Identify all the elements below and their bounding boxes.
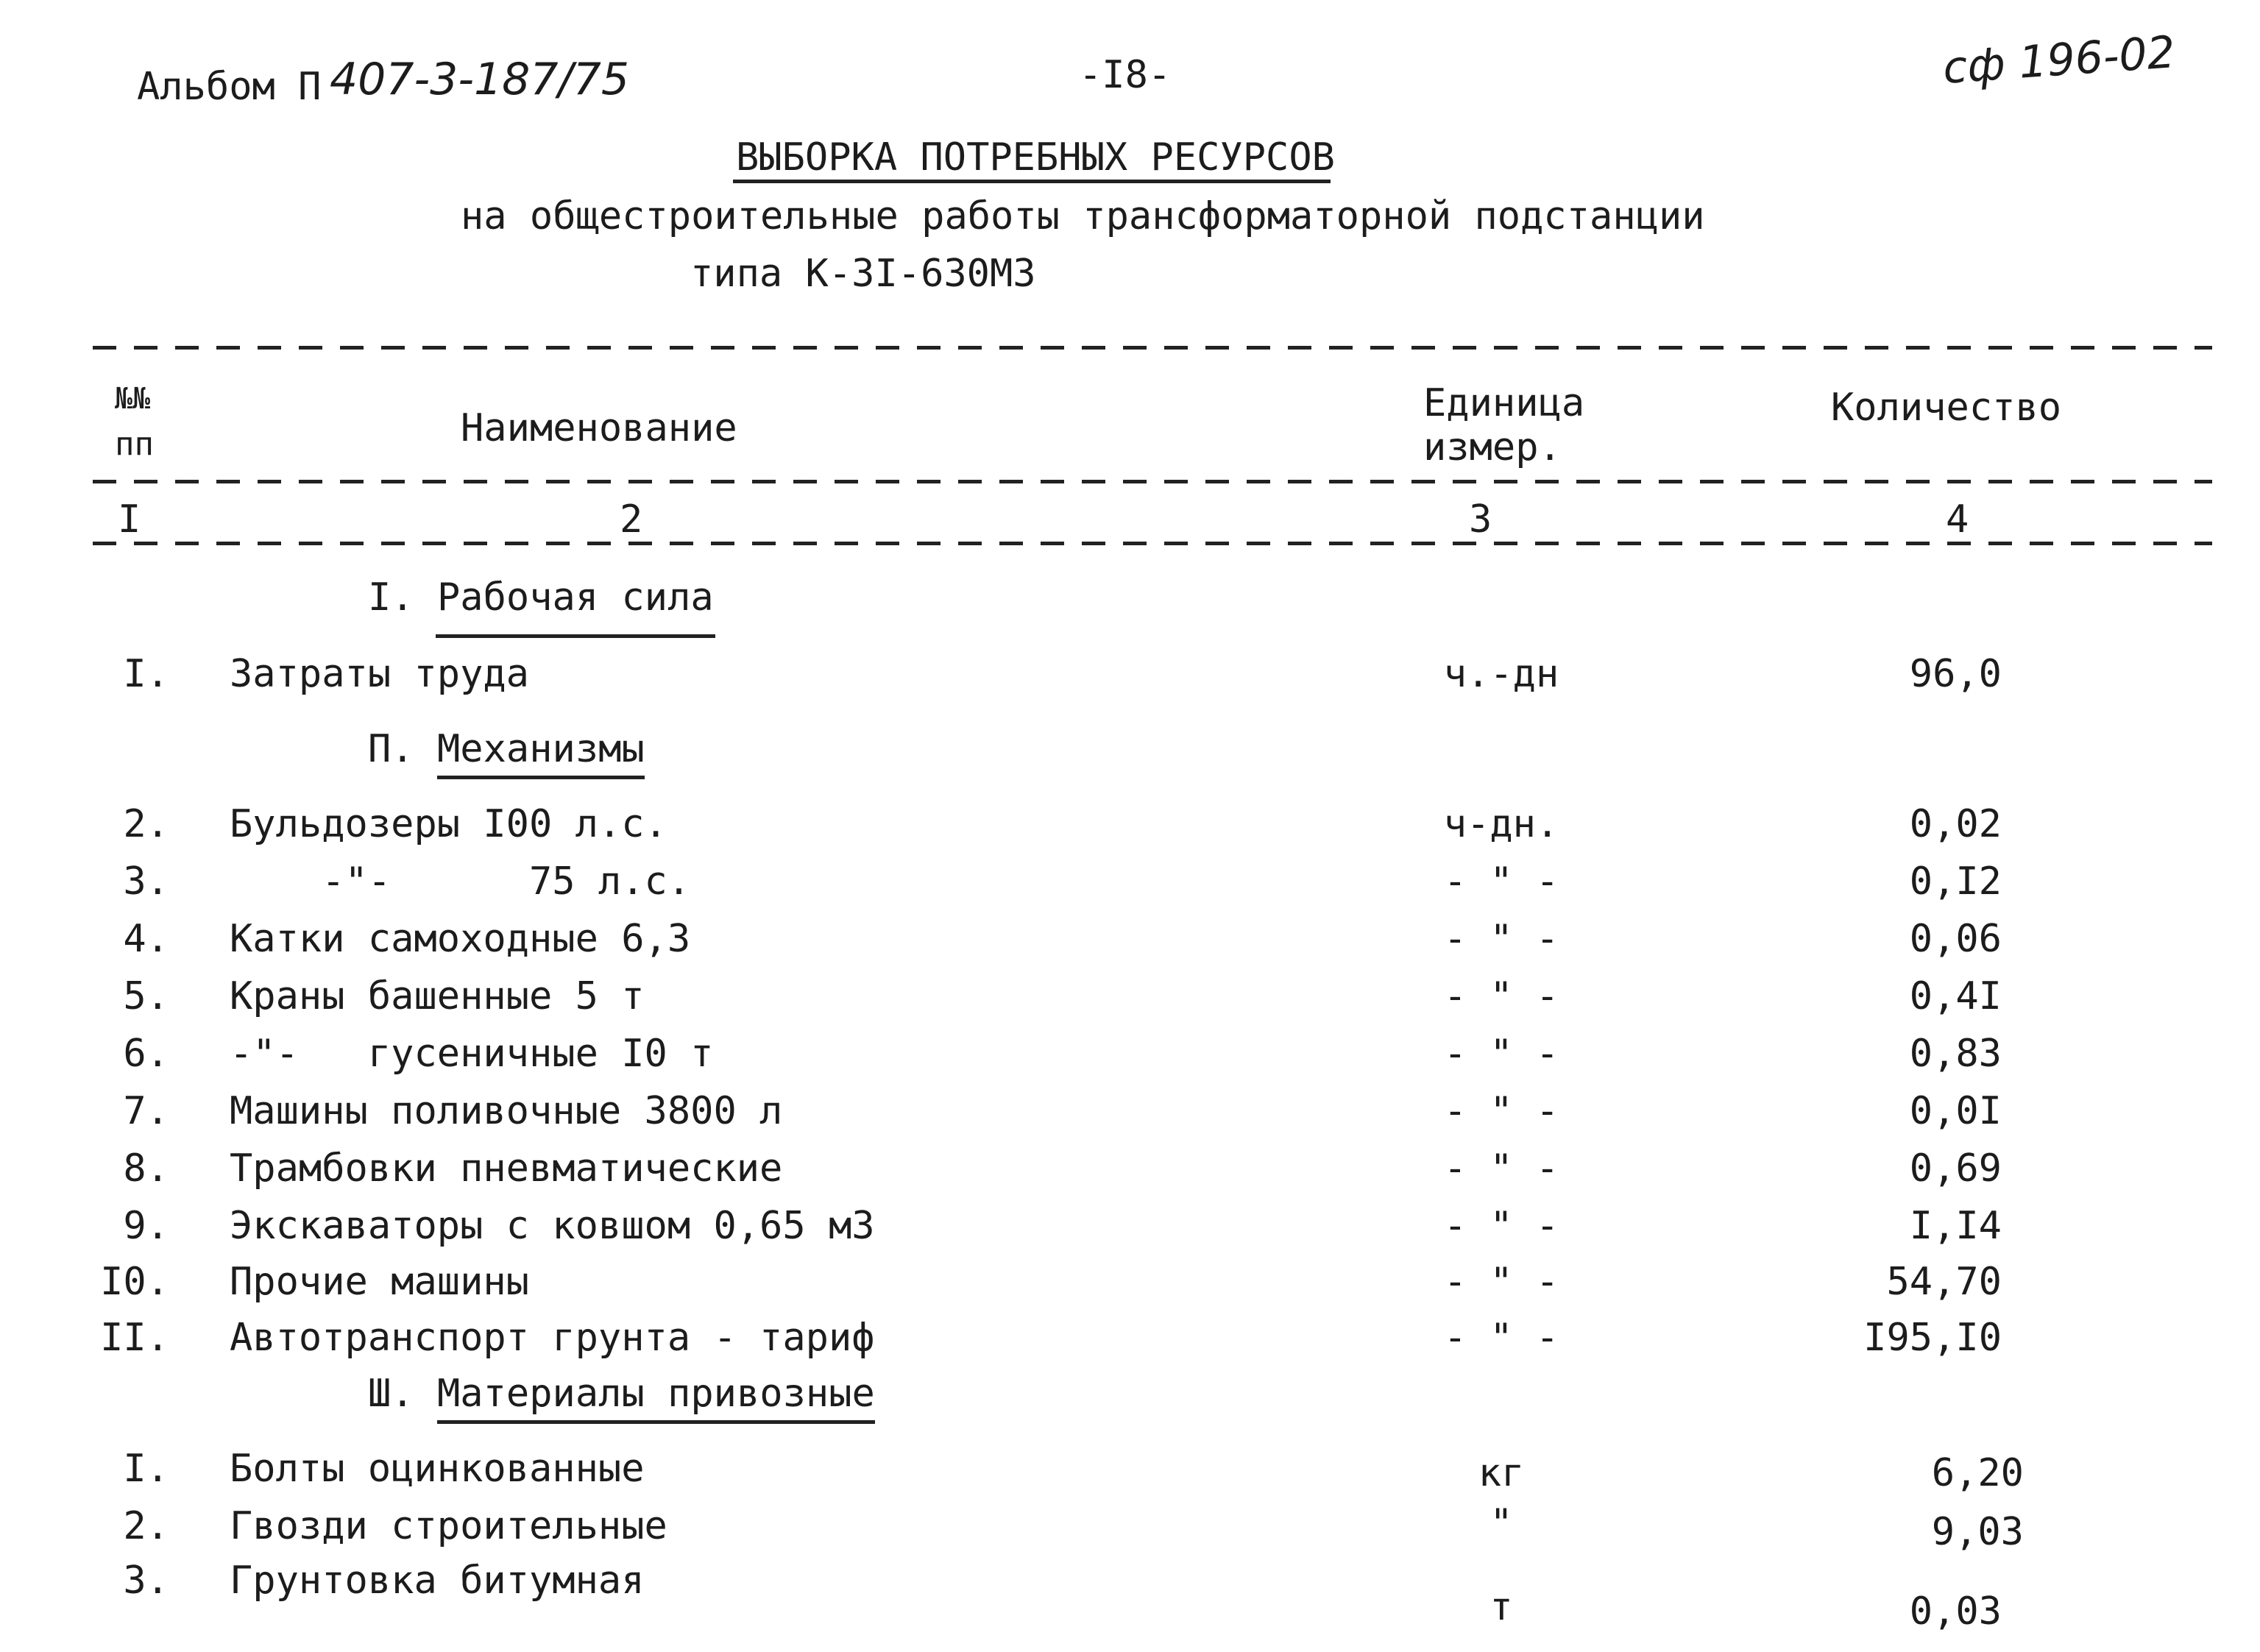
table-top-rule xyxy=(93,346,2212,350)
row-unit: ч.-дн xyxy=(1443,652,1559,696)
row-quantity: 0,06 xyxy=(1909,917,2002,961)
row-unit: " xyxy=(1489,1501,1513,1545)
row-unit: - " - xyxy=(1443,859,1559,904)
row-name: Грунтовка битумная xyxy=(230,1559,645,1603)
row-unit: кг xyxy=(1478,1451,1525,1495)
row-number: 6. xyxy=(123,1032,169,1076)
row-unit: - " - xyxy=(1443,974,1559,1018)
col-header-unit: Единица xyxy=(1423,381,1585,425)
row-number: 3. xyxy=(123,859,169,904)
row-number: I. xyxy=(123,652,169,696)
section-roman: П. xyxy=(368,727,414,771)
col-number-2: 2 xyxy=(620,497,643,542)
section-title-underline xyxy=(436,634,715,638)
title-underline xyxy=(733,180,1331,183)
corner-code: сф 196-02 xyxy=(1941,26,2177,94)
row-number: 5. xyxy=(123,974,169,1018)
row-unit: - " - xyxy=(1443,1089,1559,1133)
section-title-underline xyxy=(437,1420,875,1424)
col-number-1: I xyxy=(118,497,141,542)
row-quantity: 6,20 xyxy=(1931,1451,2024,1495)
col-header-name: Наименование xyxy=(461,406,737,450)
row-number: II. xyxy=(100,1316,169,1360)
col-number-4: 4 xyxy=(1946,497,1969,542)
row-name: Машины поливочные 3800 л xyxy=(230,1089,783,1133)
row-quantity: I95,I0 xyxy=(1863,1316,2002,1360)
section-roman: I. xyxy=(368,575,414,620)
row-number: 7. xyxy=(123,1089,169,1133)
album-label: Альбом П xyxy=(137,65,322,109)
row-name: Краны башенные 5 т xyxy=(230,974,645,1018)
row-name: Болты оцинкованные xyxy=(230,1447,645,1491)
row-number: 2. xyxy=(123,802,169,846)
row-unit: ч-дн. xyxy=(1443,802,1559,846)
row-name: Прочие машины xyxy=(230,1260,529,1304)
row-name: -"- гусеничные I0 т xyxy=(230,1032,714,1076)
row-unit: - " - xyxy=(1443,1316,1559,1360)
row-name: Автотранспорт грунта - тариф xyxy=(230,1316,875,1360)
row-number: 9. xyxy=(123,1204,169,1248)
row-unit: - " - xyxy=(1443,917,1559,961)
row-name: -"- 75 л.с. xyxy=(230,859,691,904)
row-name: Бульдозеры I00 л.с. xyxy=(230,802,667,846)
row-number: I0. xyxy=(100,1260,169,1304)
section-title: Рабочая сила xyxy=(437,575,714,620)
header-rule xyxy=(93,480,2212,483)
document-title: ВЫБОРКА ПОТРЕБНЫХ РЕСУРСОВ xyxy=(736,135,1335,180)
row-quantity: 0,0I xyxy=(1909,1089,2002,1133)
row-quantity: 0,83 xyxy=(1909,1032,2002,1076)
section-title-underline xyxy=(437,776,645,779)
row-quantity: 54,70 xyxy=(1886,1260,2002,1304)
row-number: 2. xyxy=(123,1504,169,1548)
row-quantity: I,I4 xyxy=(1909,1204,2002,1248)
section-title: Механизмы xyxy=(437,727,645,771)
row-unit: - " - xyxy=(1443,1032,1559,1076)
row-quantity: 0,I2 xyxy=(1909,859,2002,904)
document-subtitle: на общестроительные работы трансформаторной подстанции xyxy=(461,194,1705,238)
page-number: -I8- xyxy=(1079,53,1172,97)
row-quantity: 0,03 xyxy=(1909,1589,2002,1634)
album-code: 407-3-187/75 xyxy=(330,54,630,105)
row-name: Катки самоходные 6,3 xyxy=(230,917,691,961)
row-quantity: 9,03 xyxy=(1931,1510,2024,1554)
row-number: 3. xyxy=(123,1559,169,1603)
column-numbers-rule xyxy=(93,542,2212,545)
row-unit: - " - xyxy=(1443,1260,1559,1304)
row-number: I. xyxy=(123,1447,169,1491)
row-unit: т xyxy=(1489,1585,1513,1629)
row-quantity: 96,0 xyxy=(1909,652,2002,696)
section-title: Материалы привозные xyxy=(437,1372,875,1416)
row-name: Затраты труда xyxy=(230,652,529,696)
row-number: 4. xyxy=(123,917,169,961)
col-number-3: 3 xyxy=(1469,497,1492,542)
col-header-quantity: Количество xyxy=(1831,386,2062,430)
row-name: Экскаваторы с ковшом 0,65 м3 xyxy=(230,1204,875,1248)
row-unit: - " - xyxy=(1443,1146,1559,1191)
document-subtitle-type: типа К-3I-630М3 xyxy=(690,252,1036,296)
row-name: Трамбовки пневматические xyxy=(230,1146,783,1191)
row-quantity: 0,02 xyxy=(1909,802,2002,846)
row-quantity: 0,69 xyxy=(1909,1146,2002,1191)
row-unit: - " - xyxy=(1443,1204,1559,1248)
row-name: Гвозди строительные xyxy=(230,1504,667,1548)
col-header-number-sub: пп xyxy=(115,425,154,463)
section-roman: Ш. xyxy=(368,1372,414,1416)
col-header-number: №№ xyxy=(115,382,151,416)
col-header-unit-sub: измер. xyxy=(1423,425,1562,469)
row-number: 8. xyxy=(123,1146,169,1191)
row-quantity: 0,4I xyxy=(1909,974,2002,1018)
